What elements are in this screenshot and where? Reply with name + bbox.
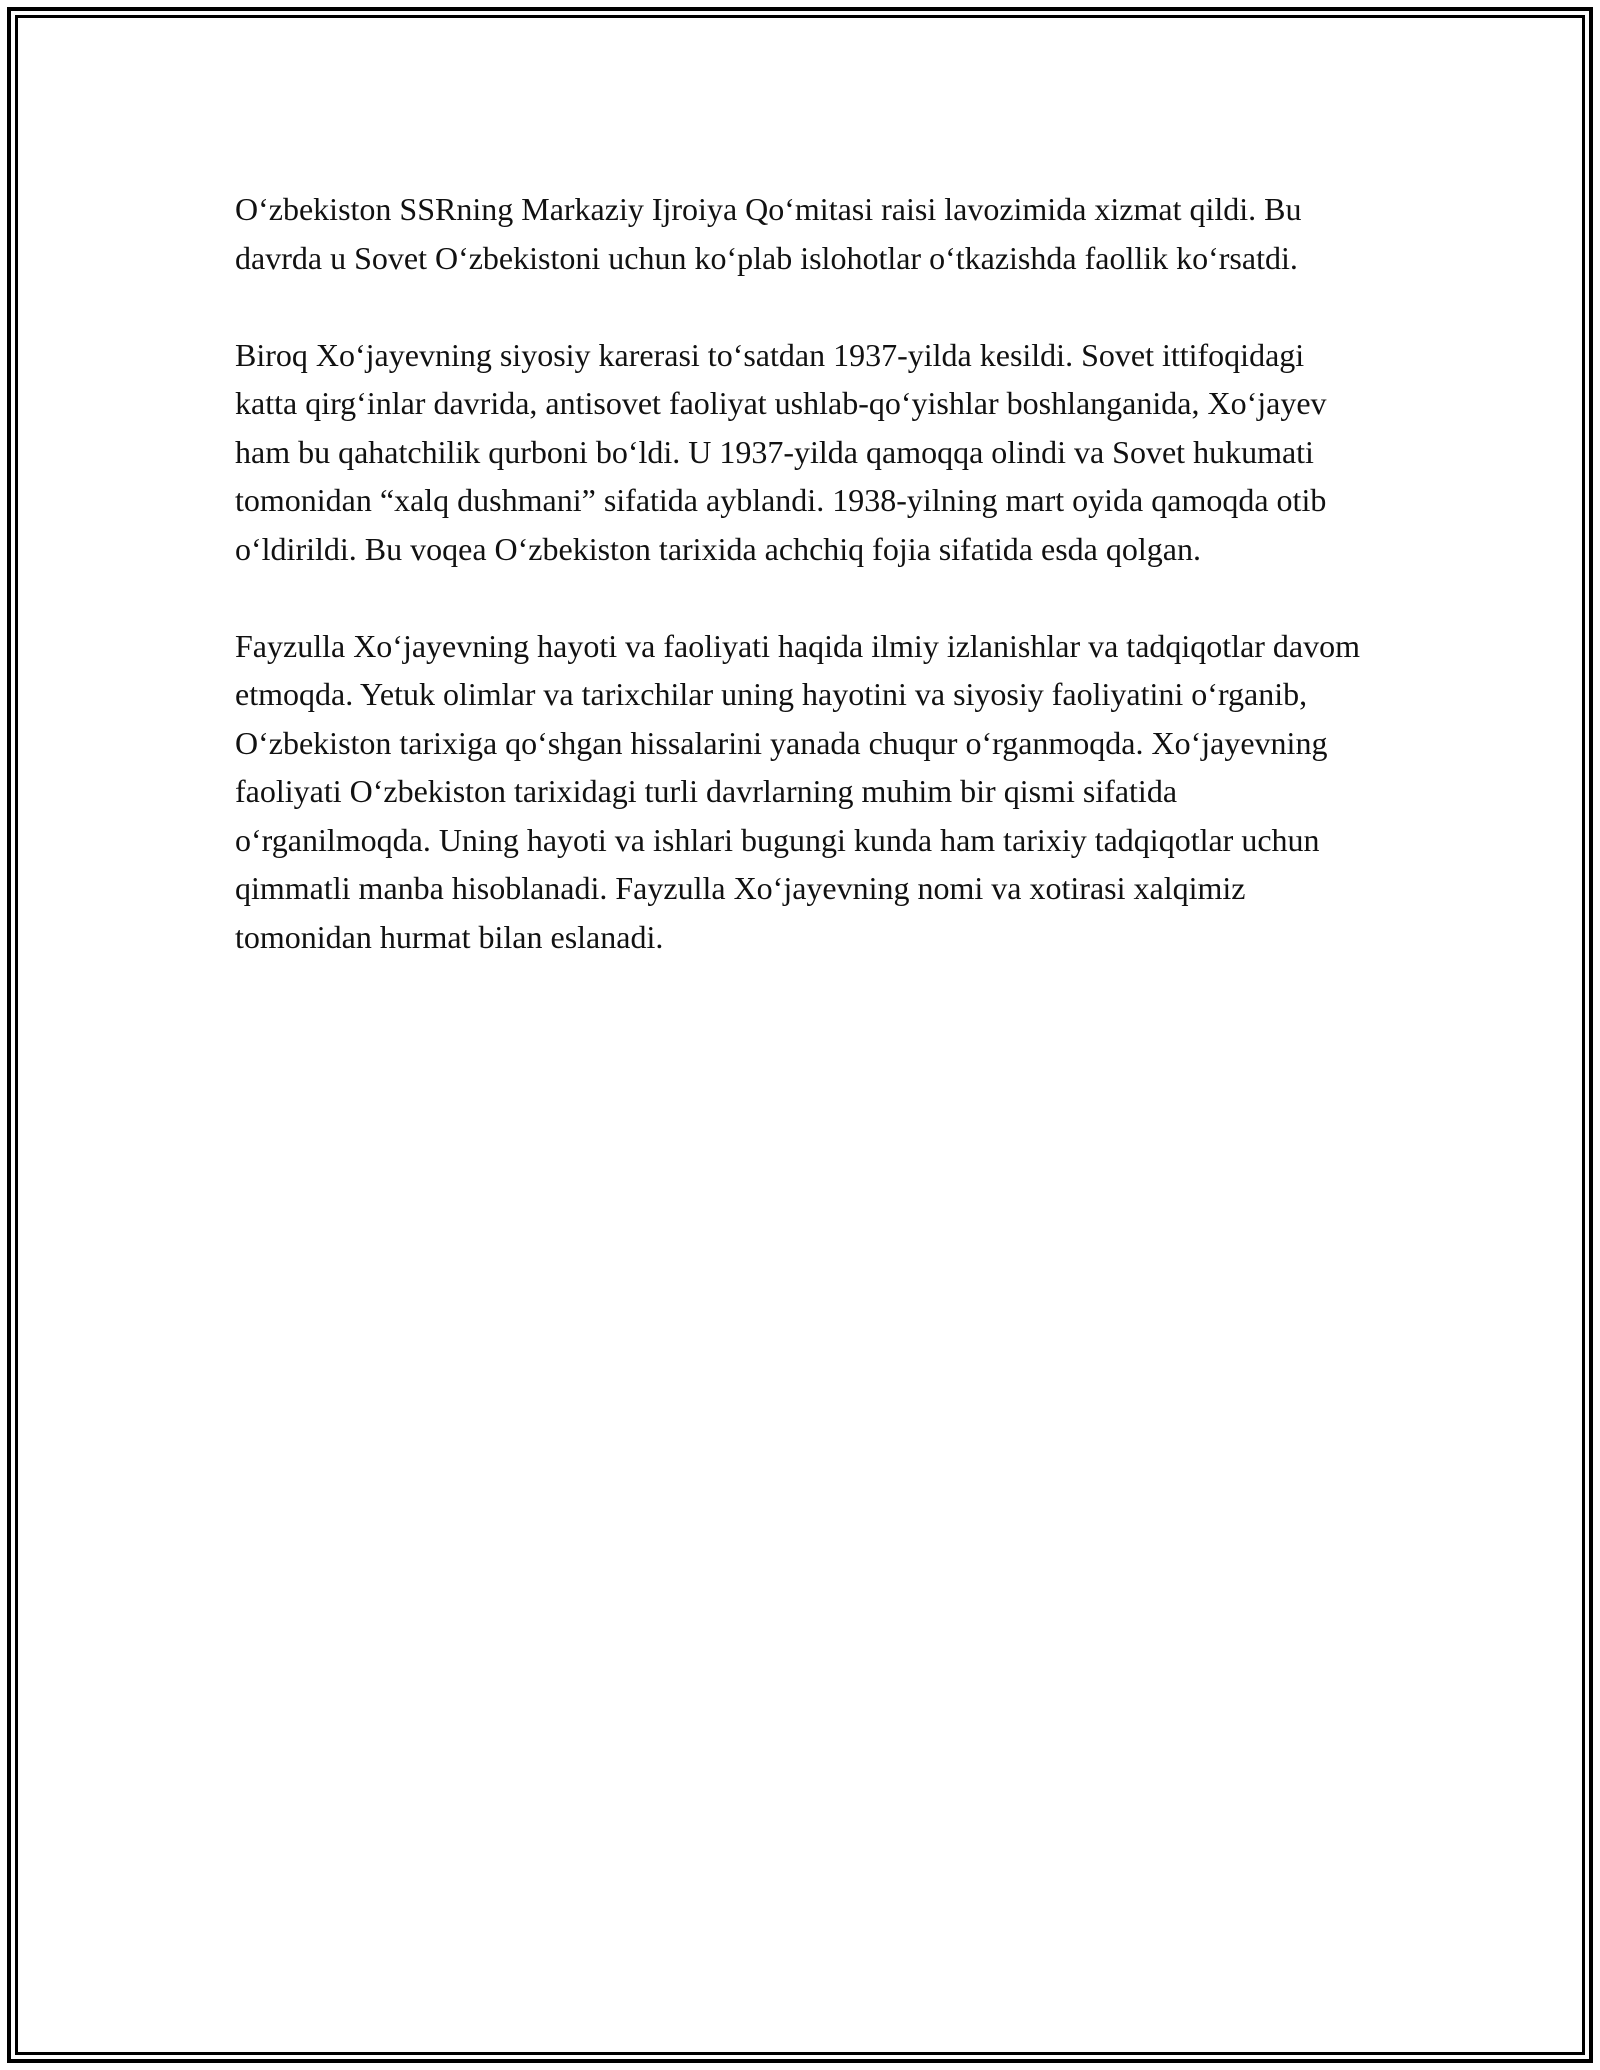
paragraph-1: O‘zbekiston SSRning Markaziy Ijroiya Qo‘mitasi raisi lavozimida xizmat qildi. Bu davrda u Sovet O‘zbekistoni uchun ko‘plab islohotlar o‘tkazishda faollik ko‘rsatdi.	[235, 191, 1302, 276]
paragraph-2: Biroq Xo‘jayevning siyosiy karerasi to‘satdan 1937-yilda kesildi. Sovet ittifoqidagi katta qirg‘inlar davrida, antisovet faoliyat ushlab-qo‘yishlar boshlanganida, Xo‘jayev ham bu qahatchilik qurboni bo‘ldi. U 1937-yilda qamoqqa olindi va Sovet hukumati tomonidan “xalq dushmani” sifatida ayblandi. 1938-yilning mart oyida qamoqda otib o‘ldirildi. Bu voqea O‘zbekiston tarixida achchiq fojia sifatida esda qolgan.	[235, 336, 1327, 567]
document-body	[235, 185, 1365, 1010]
paragraph-3: Fayzulla Xo‘jayevning hayoti va faoliyati haqida ilmiy izlanishlar va tadqiqotlar davom etmoqda. Yetuk olimlar va tarixchilar uning hayotini va siyosiy faoliyatini o‘rganib, O‘zbekiston tarixiga qo‘shgan hissalarini yanada chuqur o‘rganmoqda. Xo‘jayevning faoliyati O‘zbekiston tarixidagi turli davrlarning muhim bir qismi sifatida o‘rganilmoqda. Uning hayoti va ishlari bugungi kunda ham tarixiy tadqiqotlar uchun qimmatli manba hisoblanadi. Fayzulla Xo‘jayevning nomi va xotirasi xalqimiz tomonidan hurmat bilan eslanadi.	[235, 627, 1361, 955]
